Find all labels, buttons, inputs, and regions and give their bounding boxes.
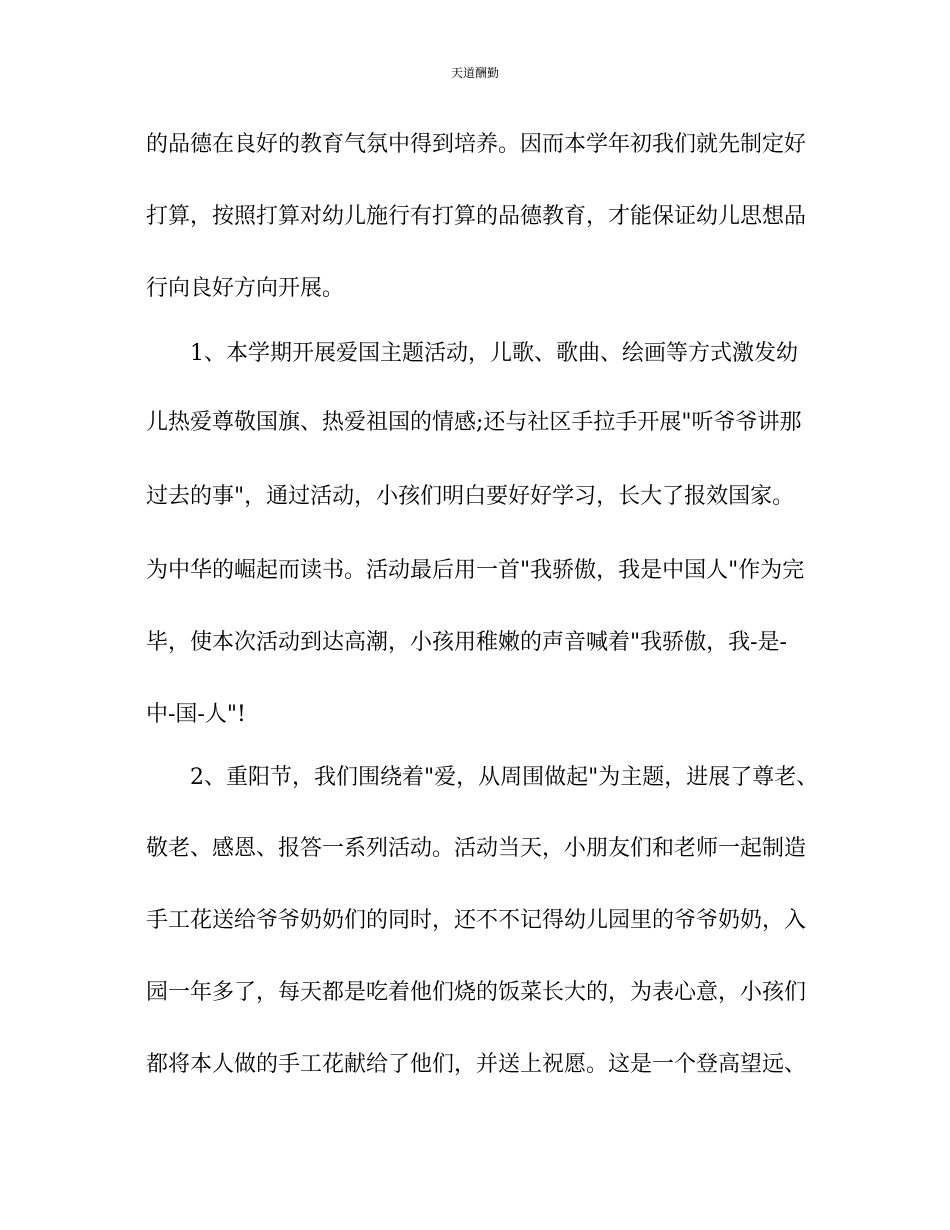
paragraph-2-start: 2、重阳节，我们围绕着"爱，从周围做起"为主题，进展了尊老、 xyxy=(190,765,819,790)
text-line: 为中华的崛起而读书。活动最后用一首"我骄傲，我是中国人"作为完 xyxy=(146,558,805,583)
text-line: 儿热爱尊敬国旗、热爱祖国的情感;还与社区手拉手开展"听爷爷讲那 xyxy=(146,410,802,435)
text-line: 打算，按照打算对幼儿施行有打算的品德教育，才能保证幼儿思想品 xyxy=(146,204,807,229)
text-line: 敬老、感恩、报答一系列活动。活动当天，小朋友们和老师一起制造 xyxy=(146,836,807,861)
text-line: 园一年多了，每天都是吃着他们烧的饭菜长大的，为表心意，小孩们 xyxy=(146,980,807,1005)
text-line: 过去的事"，通过活动，小孩们明白要好好学习，长大了报效国家。 xyxy=(146,484,795,509)
text-line: 中-国-人"! xyxy=(146,702,246,727)
page-header: 天道酬勤 xyxy=(450,66,499,80)
text-line: 手工花送给爷爷奶奶们的同时，还不不记得幼儿园里的爷爷奶奶，入 xyxy=(146,908,807,933)
paragraph-1-start: 1、本学期开展爱国主题活动，儿歌、歌曲、绘画等方式激发幼 xyxy=(190,341,798,366)
text-line: 的品德在良好的教育气氛中得到培养。因而本学年初我们就先制定好 xyxy=(146,132,807,157)
text-line: 都将本人做的手工花献给了他们，并送上祝愿。这是一个登高望远、 xyxy=(146,1052,807,1077)
text-line: 毕，使本次活动到达高潮，小孩用稚嫩的声音喊着"我骄傲，我-是- xyxy=(146,630,787,655)
text-line: 行向良好方向开展。 xyxy=(146,276,345,301)
